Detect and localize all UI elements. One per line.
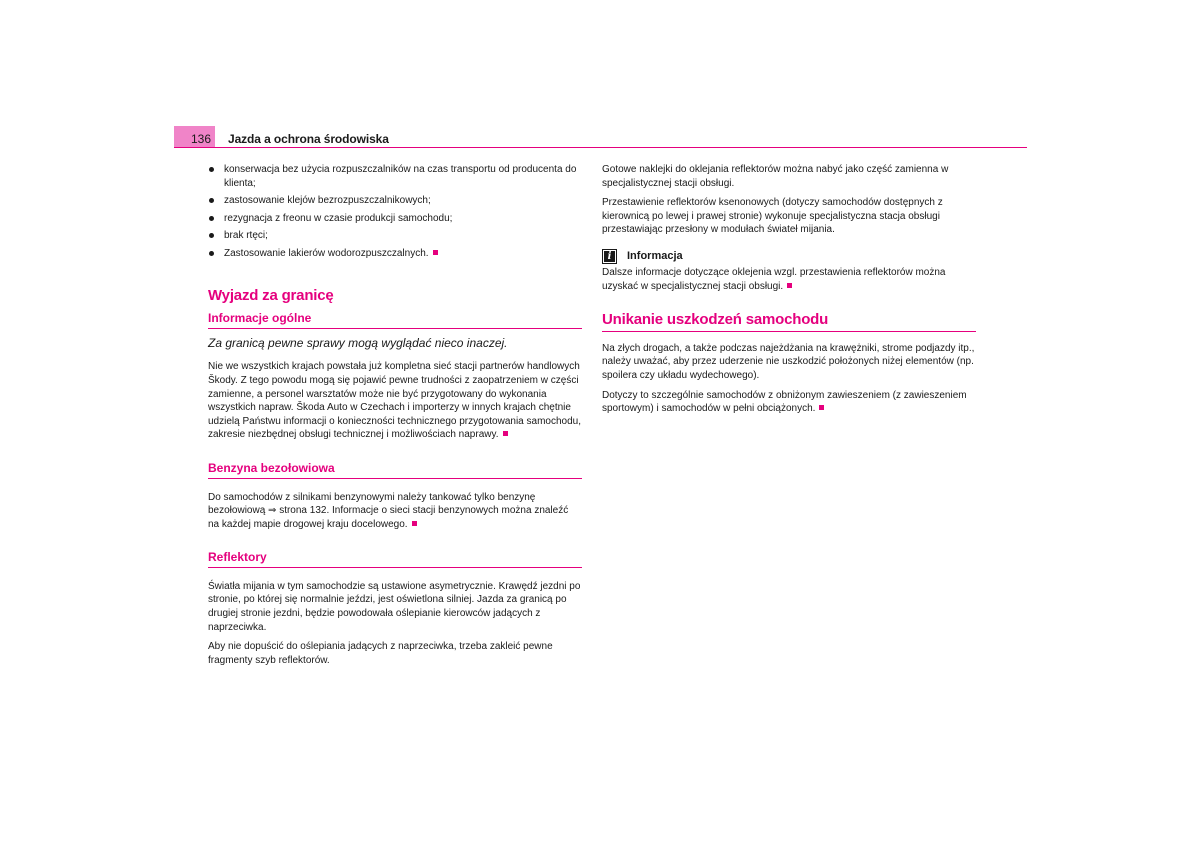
list-item	[208, 212, 582, 226]
bullet-icon	[209, 198, 214, 203]
subsection-rule	[208, 567, 582, 568]
end-of-section-icon	[433, 250, 438, 255]
paragraph-text: Nie we wszystkich krajach powstała już kompletna sieć stacji partnerów handlowych Škody. Z tego powodu mogą się pojawić pewne trudności z zaopatrzeniem w części zamienne, a personel warsztatów może nie być przygotowany do wykonania wszystkich napraw. Škoda Auto w Czechach i importerzy w innych krajach chętnie udzielą Państwu informacji o konieczności technicznego przygotowania samochodu, zakresie niezbędnej obsługi technicznej i możliwościach naprawy.	[208, 361, 581, 441]
subsection-title-general: Informacje ogólne	[208, 311, 312, 326]
paragraph	[602, 389, 976, 416]
bullet-text: konserwacja bez użycia rozpuszczalników na czas transportu od producenta do klienta;	[224, 164, 577, 189]
info-icon-glyph: i	[604, 251, 615, 262]
bullet-text: brak rtęci;	[224, 230, 268, 242]
running-header-title: Jazda a ochrona środowiska	[228, 132, 389, 146]
subsection-rule	[208, 478, 582, 479]
paragraph: Gotowe naklejki do oklejania reflektorów można nabyć jako część zamienna w specjalistycznej stacji obsługi.	[602, 164, 949, 189]
bullet-icon	[209, 233, 214, 238]
subsection-rule	[208, 328, 582, 329]
end-of-section-icon	[819, 405, 824, 410]
paragraph	[208, 360, 582, 442]
section-title-damage-avoidance: Unikanie uszkodzeń samochodu	[602, 311, 829, 329]
bullet-icon	[209, 251, 214, 256]
subsection-lead: Za granicą pewne sprawy mogą wyglądać nieco inaczej.	[208, 335, 508, 350]
paragraph: Na złych drogach, a także podczas najeżdżania na krawężniki, strome podjazdy itp., należy uważać, aby przez uderzenie nie uszkodzić położonych niżej elementów (np. spoilera czy układu wydechowego).	[602, 342, 975, 381]
section-rule	[602, 331, 976, 332]
paragraph-text: Do samochodów z silnikami benzynowymi należy tankować tylko benzynę bezołowiową ⇒ strona 132. Informacje o sieci stacji benzynowych można znaleźć na każdej mapie drogowej kraju docelowego.	[208, 491, 569, 530]
list-item	[208, 247, 582, 261]
info-note-title: Informacja	[627, 250, 683, 263]
bullet-icon	[209, 167, 214, 172]
paragraph	[208, 491, 582, 532]
left-column	[208, 163, 582, 673]
list-item	[208, 229, 582, 243]
paragraph: Światła mijania w tym samochodzie są ustawione asymetrycznie. Krawędź jezdni po stronie, po której się normalnie jeździ, jest oświetlona silniej. Jazda za granicą po drugiej stronie jezdni, będzie powodowała oślepianie kierowców jadących z naprzeciwka.	[208, 580, 581, 633]
end-of-section-icon	[412, 521, 417, 526]
paragraph: Przestawienie reflektorów ksenonowych (dotyczy samochodów dostępnych z kierownicą po lewej i prawej stronie) wykonuje specjalistyczna stacja obsługi przestawiając przesłony w modułach świateł mijania.	[602, 197, 943, 236]
info-icon	[602, 249, 617, 264]
bullet-text: Zastosowanie lakierów wodorozpuszczalnych.	[224, 247, 429, 259]
header-rule	[174, 147, 1027, 148]
page-number: 136	[174, 126, 215, 148]
subsection-title-unleaded: Benzyna bezołowiowa	[208, 460, 335, 475]
bullet-text: zastosowanie klejów bezrozpuszczalnikowych;	[224, 195, 431, 207]
paragraph-text: Dotyczy to szczególnie samochodów z obniżonym zawieszeniem (z zawieszeniem sportowym) i samochodów w pełni obciążonych.	[602, 389, 967, 415]
paragraph: Aby nie dopuścić do oślepiania jadących z naprzeciwka, trzeba zakleić pewne fragmenty szyb reflektorów.	[208, 641, 553, 666]
list-item	[208, 163, 582, 190]
info-note-body	[602, 266, 976, 293]
bullet-text: rezygnacja z freonu w czasie produkcji samochodu;	[224, 212, 453, 224]
info-note-header	[602, 249, 976, 264]
list-item	[208, 194, 582, 208]
section-title-border-travel: Wyjazd za granicę	[208, 286, 334, 304]
bullet-icon	[209, 216, 214, 221]
subsection-title-headlights: Reflektory	[208, 550, 267, 565]
end-of-section-icon	[787, 283, 792, 288]
info-note-text: Dalsze informacje dotyczące oklejenia wzgl. przestawienia reflektorów można uzyskać w specjalistycznej stacji obsługi.	[602, 266, 946, 292]
bullet-list	[208, 163, 582, 261]
right-column	[602, 163, 976, 422]
end-of-section-icon	[503, 431, 508, 436]
